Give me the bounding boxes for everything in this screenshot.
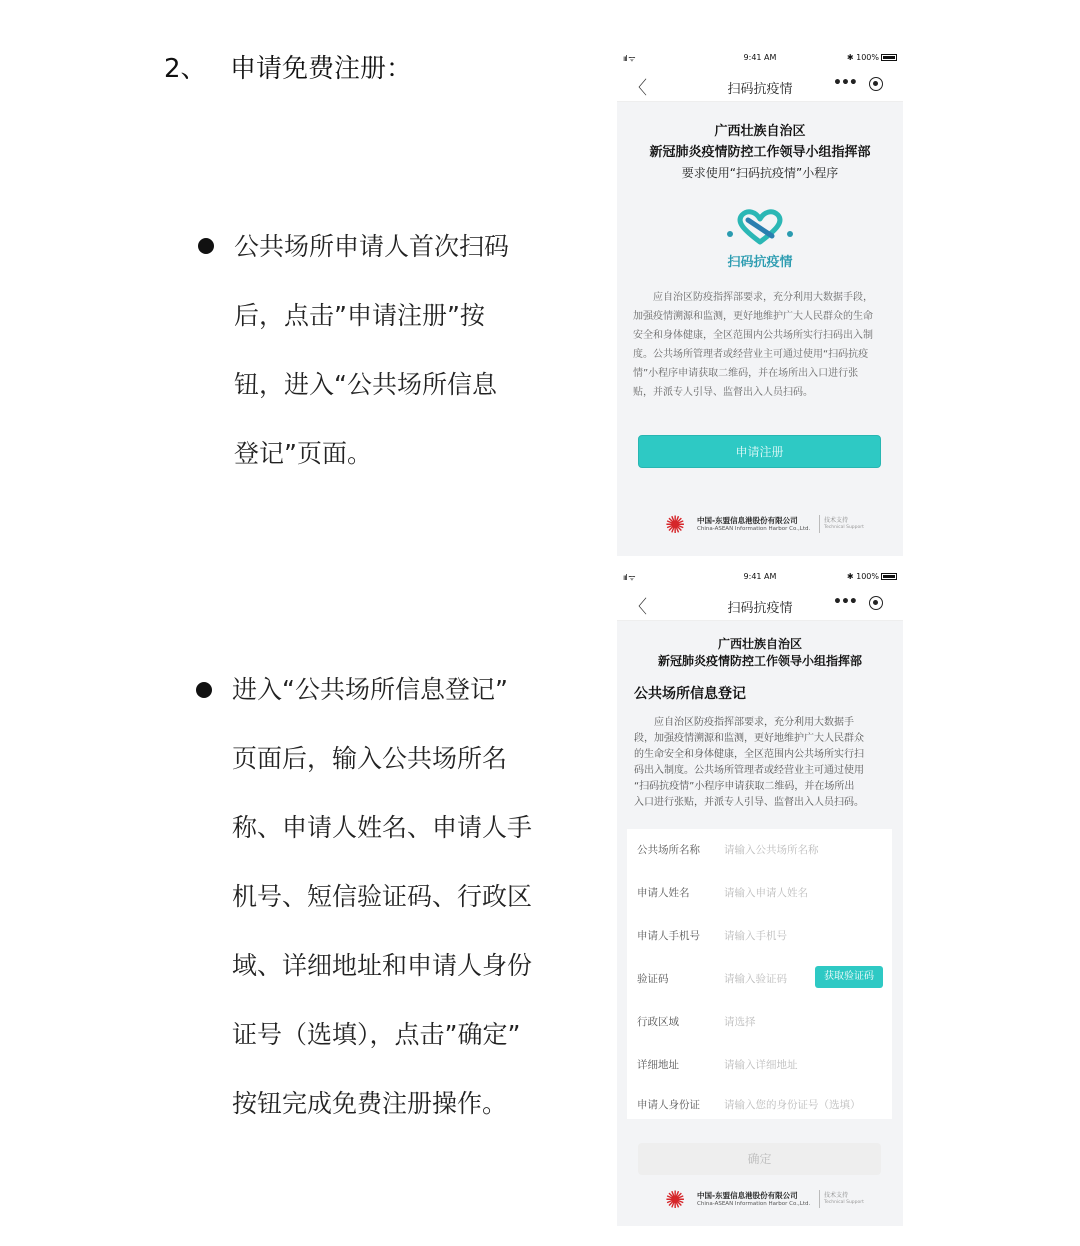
heart-logo-icon: [722, 208, 798, 248]
battery-icon: [881, 573, 897, 580]
form-title: 公共场所信息登记: [634, 686, 746, 702]
paragraph-line: 贴，并派专人引导、监督出入人员扫码。: [633, 387, 813, 398]
phone-input[interactable]: 请输入手机号: [724, 930, 787, 942]
phone-screen-form: [617, 567, 903, 1226]
paragraph-line: “扫码抗疫情”小程序申请获取二维码，并在场所出: [634, 781, 855, 792]
more-icon[interactable]: •••: [833, 75, 857, 91]
tech-support: 技术支持: [824, 517, 849, 524]
field-id-card[interactable]: [627, 1084, 892, 1127]
nav-title: 扫码抗疫情: [727, 601, 793, 616]
nav-bar: [617, 70, 903, 102]
region-select[interactable]: 请选择: [724, 1016, 756, 1028]
paragraph-line: 加强疫情溯源和监测，更好地维护广大人民群众的生命: [633, 311, 873, 322]
back-icon[interactable]: 〈: [629, 597, 647, 618]
bullet-line: 钮，进入“公共场所信息: [234, 370, 497, 399]
org-line-2: 新冠肺炎疫情防控工作领导小组指挥部: [649, 145, 871, 160]
bullet-line: 域、详细地址和申请人身份: [232, 951, 533, 980]
apply-register-button[interactable]: 申请注册: [638, 435, 881, 468]
brand-logo-icon: ✺: [665, 511, 686, 539]
bullet-line: 进入“公共场所信息登记”: [232, 675, 508, 704]
field-label: 验证码: [637, 973, 669, 985]
paragraph-line: 段，加强疫情溯源和监测，更好地维护广大人民群众: [634, 733, 864, 744]
id-card-input[interactable]: 请输入您的身份证号（选填）: [724, 1099, 861, 1111]
field-label: 申请人手机号: [637, 930, 700, 942]
step-title: 申请免费注册：: [230, 54, 413, 84]
company-name: 中国-东盟信息港股份有限公司: [697, 516, 798, 525]
status-bar: [617, 567, 903, 589]
org-line-1: 广西壮族自治区: [717, 637, 802, 651]
bullet-line: 证号（选填），点击”确定”: [232, 1020, 521, 1049]
field-address[interactable]: [627, 1044, 892, 1087]
paragraph-line: 情”小程序申请获取二维码，并在场所出入口进行张: [633, 368, 859, 379]
battery-text: ✱ 100%: [846, 572, 879, 581]
paragraph-line: 应自治区防疫指挥部要求，充分利用大数据手段，: [653, 292, 873, 303]
footer-brand: [617, 1187, 903, 1217]
status-bar: [617, 48, 903, 70]
battery-text: ✱ 100%: [846, 53, 879, 62]
form-intro-paragraph: [634, 715, 896, 811]
status-time: 9:41 AM: [743, 572, 777, 581]
company-name-en: China-ASEAN Information Harbor Co.,Ltd.: [697, 526, 811, 532]
footer-divider: [819, 1190, 820, 1208]
field-venue-name[interactable]: [627, 829, 892, 872]
back-icon[interactable]: 〈: [629, 78, 647, 99]
paragraph-line: 安全和身体健康，全区范围内公共场所实行扫码出入制: [633, 330, 873, 341]
logo-text: 扫码抗疫情: [727, 255, 793, 270]
address-input[interactable]: 请输入详细地址: [724, 1059, 798, 1071]
nav-bar: [617, 589, 903, 621]
signal-icon: ııl ᯤ: [623, 573, 635, 582]
more-icon[interactable]: •••: [833, 594, 857, 610]
company-name: 中国-东盟信息港股份有限公司: [697, 1191, 798, 1200]
bullet-line: 页面后，输入公共场所名: [232, 744, 508, 773]
bullet-line: 后，点击”申请注册”按: [234, 301, 485, 330]
bullet-dot: [196, 682, 212, 698]
close-miniprogram-icon[interactable]: [869, 77, 883, 91]
intro-paragraph: [633, 288, 893, 402]
brand-logo-icon: ✺: [665, 1186, 686, 1214]
battery-icon: [881, 54, 897, 61]
field-label: 公共场所名称: [637, 844, 700, 856]
bullet-dot: [198, 238, 214, 254]
paragraph-line: 码出入制度。公共场所管理者或经营业主可通过使用: [634, 765, 864, 776]
battery-indicator: [847, 53, 897, 62]
signal-icon: ııl ᯤ: [623, 54, 635, 63]
venue-name-input[interactable]: 请输入公共场所名称: [724, 844, 819, 856]
org-line-1: 广西壮族自治区: [714, 124, 806, 139]
bullet-line: 登记”页面。: [234, 439, 372, 468]
tech-support: 技术支持: [824, 1192, 849, 1199]
paragraph-line: 应自治区防疫指挥部要求，充分利用大数据手: [654, 717, 854, 728]
step-number: 2、: [164, 54, 207, 84]
step-heading: [164, 48, 412, 85]
field-phone[interactable]: [627, 915, 892, 958]
battery-indicator: [847, 572, 897, 581]
paragraph-line: 的生命安全和身体健康，全区范围内公共场所实行扫: [634, 749, 864, 760]
bullet-line: 按钮完成免费注册操作。: [232, 1089, 508, 1118]
confirm-button[interactable]: 确定: [638, 1143, 881, 1175]
status-time: 9:41 AM: [743, 53, 777, 62]
bullet-line: 称、申请人姓名、申请人手: [232, 813, 533, 842]
applicant-name-input[interactable]: 请输入申请人姓名: [724, 887, 808, 899]
bullet-line: 机号、短信验证码、行政区: [232, 882, 533, 911]
close-miniprogram-icon[interactable]: [869, 596, 883, 610]
field-applicant-name[interactable]: [627, 872, 892, 915]
org-line-2: 新冠肺炎疫情防控工作领导小组指挥部: [657, 654, 862, 668]
footer-divider: [819, 515, 820, 533]
field-label: 申请人身份证: [637, 1099, 700, 1111]
paragraph-line: 度。公共场所管理者或经营业主可通过使用“扫码抗疫: [633, 349, 869, 360]
field-verify-code[interactable]: [627, 958, 892, 1001]
field-label: 行政区域: [637, 1016, 679, 1028]
field-label: 详细地址: [637, 1059, 679, 1071]
footer-brand: [617, 512, 903, 542]
nav-title: 扫码抗疫情: [727, 82, 793, 97]
field-region[interactable]: [627, 1001, 892, 1044]
company-name-en: China-ASEAN Information Harbor Co.,Ltd.: [697, 1201, 811, 1207]
get-code-button[interactable]: 获取验证码: [815, 966, 883, 988]
org-line-3: 要求使用“扫码抗疫情”小程序: [681, 166, 839, 180]
tech-support-en: Technical Support: [824, 1200, 864, 1205]
field-label: 申请人姓名: [637, 887, 690, 899]
phone-screen-intro: [617, 48, 903, 556]
bullet-line: 公共场所申请人首次扫码: [234, 232, 510, 261]
verify-code-input[interactable]: 请输入验证码: [724, 973, 787, 985]
registration-form: [627, 829, 892, 1119]
paragraph-line: 入口进行张贴，并派专人引导、监督出入人员扫码。: [634, 797, 864, 808]
tech-support-en: Technical Support: [824, 525, 864, 530]
